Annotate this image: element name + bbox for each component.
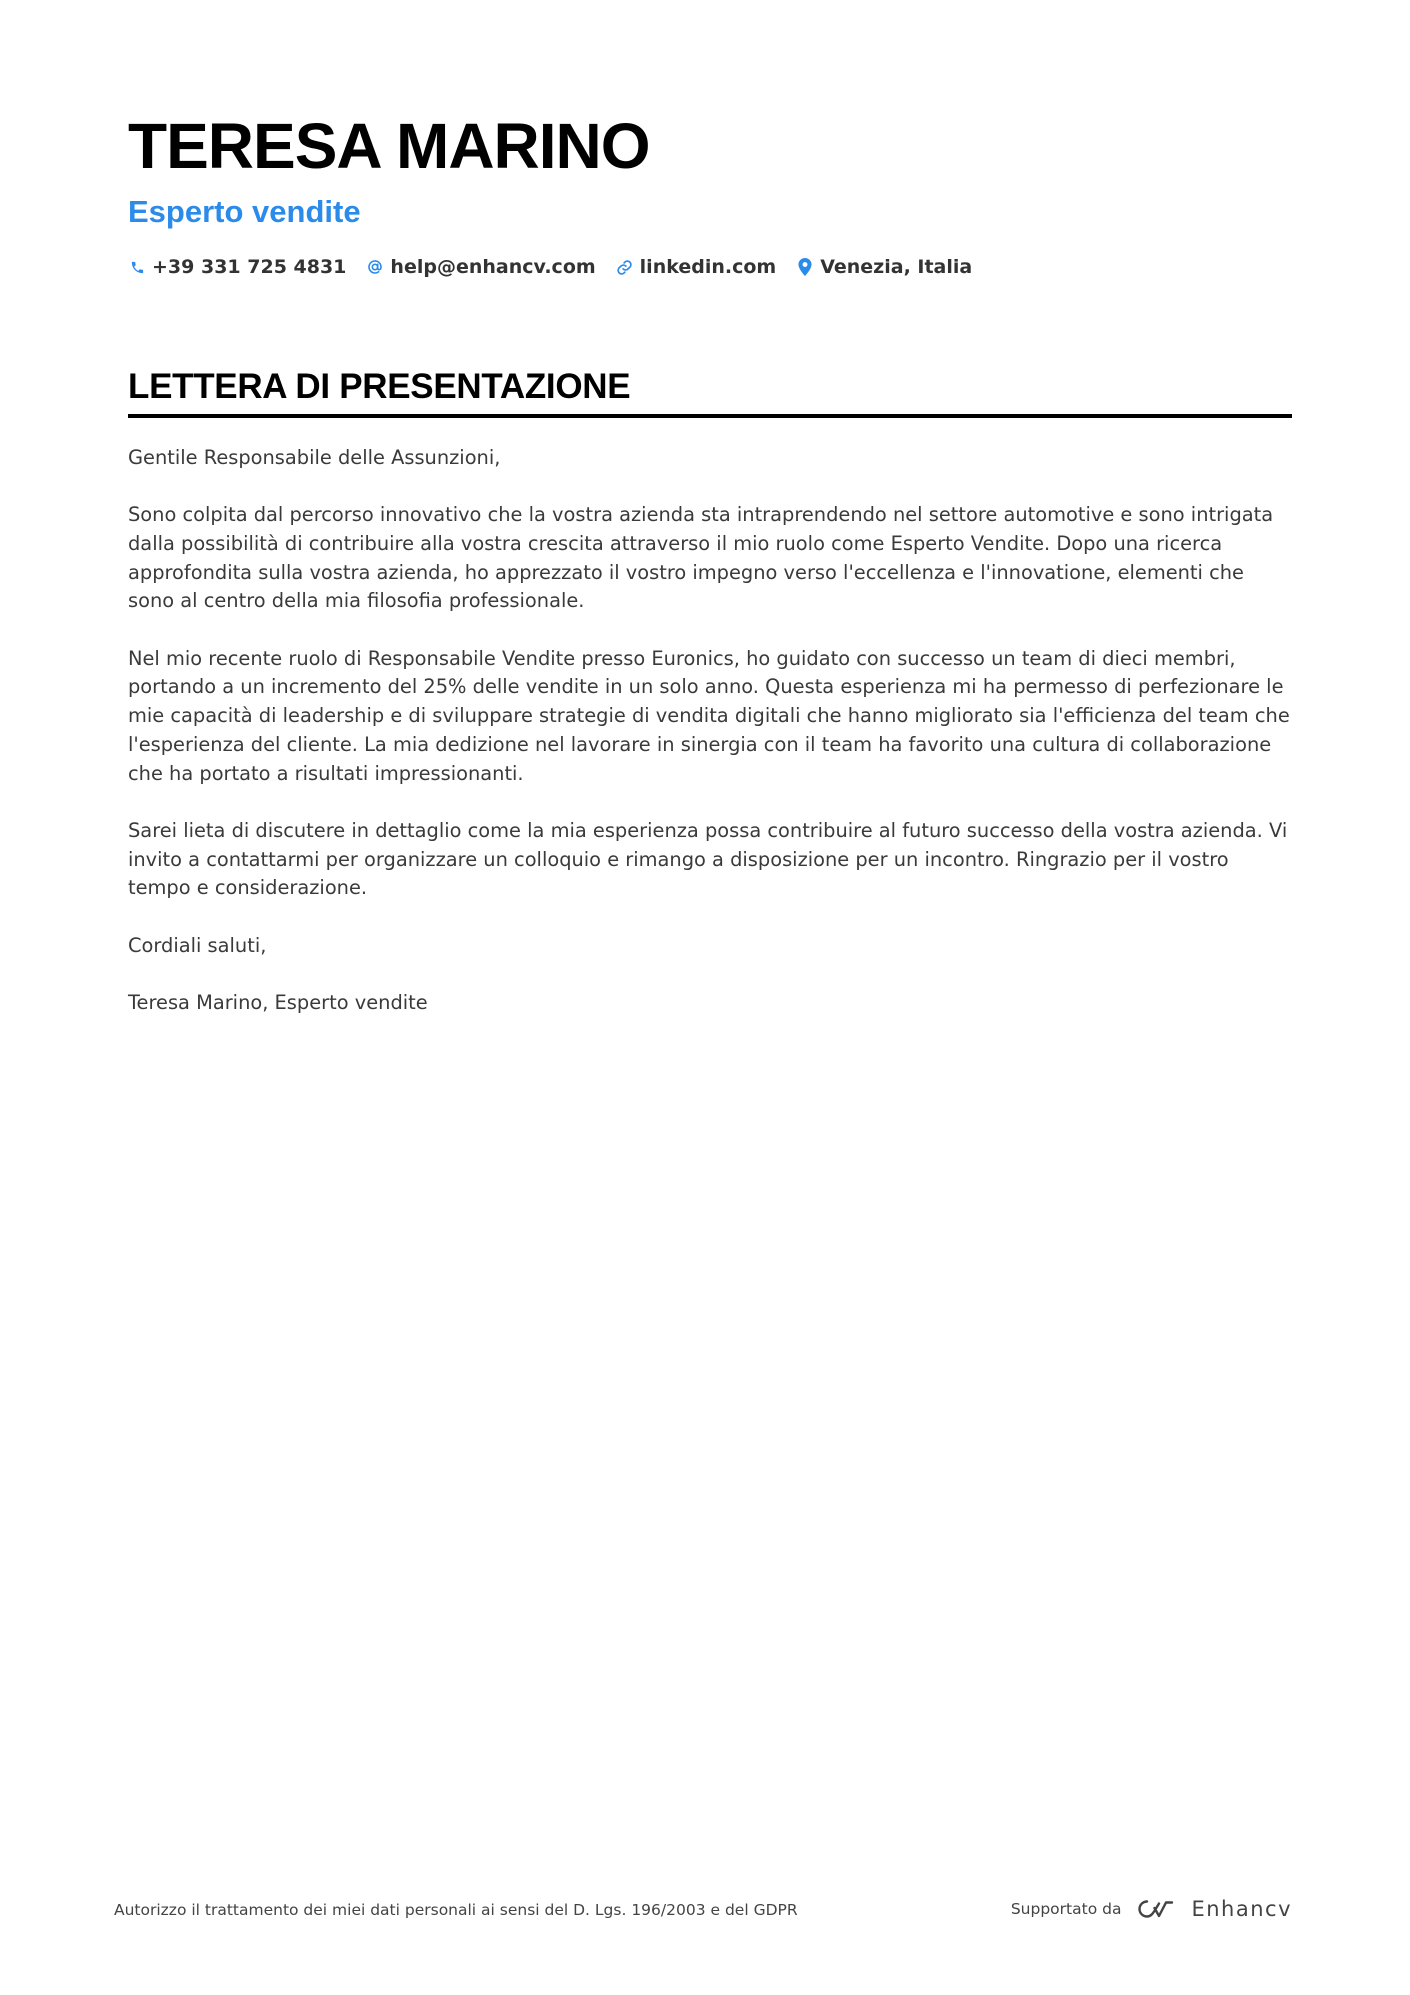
brand-name: Enhancv <box>1191 1897 1292 1921</box>
location-pin-icon <box>796 258 814 276</box>
letter-paragraph: Nel mio recente ruolo di Responsabile Vendite presso Euronics, ho guidato con successo un team di dieci membri, portando a un incremento del 25% delle vendite in un solo anno. Questa esperienza mi ha permesso di perfezionare le mie capacità di leadership e di sviluppare strategie di vendita digitali che hanno migliorato sia l'efficienza del team che l'esperienza del cliente. La mia dedizione nel lavorare in sinergia con il team ha favorito una cultura di collaborazione che ha portato a risultati impressionanti. <box>128 646 1290 785</box>
contact-location-text: Venezia, Italia <box>820 256 973 278</box>
letter-salutation: Gentile Responsabile delle Assunzioni, <box>128 446 501 469</box>
letter-section <box>128 364 1292 1046</box>
letter-closing: Cordiali saluti, <box>128 933 267 957</box>
phone-icon <box>128 258 146 276</box>
candidate-name: TERESA MARINO <box>128 110 650 182</box>
contact-bar <box>128 252 1292 282</box>
letter-body <box>128 444 1292 1018</box>
candidate-title: Esperto vendite <box>128 194 361 229</box>
link-icon <box>616 258 634 276</box>
enhancv-logo-icon <box>1133 1896 1179 1922</box>
contact-location <box>796 256 972 278</box>
contact-phone <box>128 256 346 278</box>
section-divider <box>128 414 1292 418</box>
contact-email-text[interactable]: help@enhancv.com <box>390 256 596 278</box>
contact-linkedin-text[interactable]: linkedin.com <box>639 256 777 278</box>
letter-signature: Teresa Marino, Esperto vendite <box>128 990 428 1014</box>
contact-phone-text: +39 331 725 4831 <box>152 256 347 278</box>
contact-email[interactable] <box>366 256 595 278</box>
footer <box>114 1896 1292 1924</box>
powered-by-label: Supportato da <box>1010 1900 1122 1918</box>
powered-by[interactable] <box>1011 1892 1292 1926</box>
at-icon <box>366 258 384 276</box>
section-heading: LETTERA DI PRESENTAZIONE <box>128 367 631 406</box>
header <box>128 108 1292 282</box>
letter-paragraph: Sarei lieta di discutere in dettaglio come la mia esperienza possa contribuire al futuro successo della vostra azienda. Vi invito a contattarmi per organizzare un colloquio e rimango a disposizione per un incontro. Ringrazio per il vostro tempo e considerazione. <box>128 818 1288 900</box>
privacy-note: Autorizzo il trattamento dei miei dati personali ai sensi del D. Lgs. 196/2003 e del GDPR <box>114 1901 798 1919</box>
contact-linkedin[interactable] <box>616 256 777 278</box>
letter-paragraph: Sono colpita dal percorso innovativo che la vostra azienda sta intraprendendo nel settore automotive e sono intrigata dalla possibilità di contribuire alla vostra crescita attraverso il mio ruolo come Esperto Vendite. Dopo una ricerca approfondita sulla vostra azienda, ho apprezzato il vostro impegno verso l'eccellenza e l'innovatione, elementi che sono al centro della mia filosofia professionale. <box>128 503 1274 613</box>
